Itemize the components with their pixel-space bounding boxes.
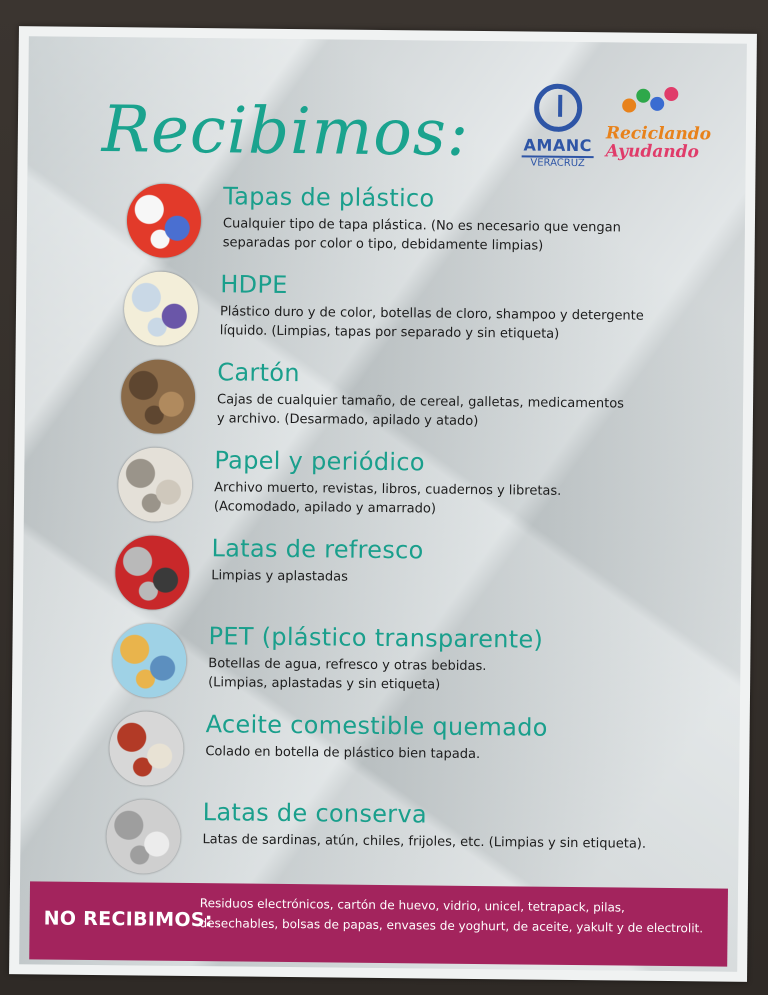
poster-title: Recibimos: [101, 93, 470, 171]
item-heading: Aceite comestible quemado [205, 710, 548, 742]
item-description-line-1: Limpias y aplastadas [211, 568, 349, 585]
item-description-line-2: (Acomodado, apilado y amarrado) [213, 499, 437, 517]
item-description-line-1: Cualquier tipo de tapa plástica. (No es necesario que vengan [222, 216, 621, 236]
amanc-logo-subtitle: VERACRUZ [522, 155, 594, 169]
item-heading: Papel y periódico [214, 446, 425, 477]
item-photo [127, 183, 202, 258]
item-heading: Latas de refresco [211, 534, 424, 565]
reciclando-ayudando-logo [605, 84, 712, 181]
not-accepted-text [199, 893, 703, 938]
ayudando-logo-text: Ayudando [605, 141, 700, 163]
item-photo [112, 623, 187, 698]
item-description-line-1: Botellas de agua, refresco y otras bebidas. [208, 656, 487, 675]
not-accepted-label: NO RECIBIMOS: [43, 907, 213, 932]
item-description-line-2: y archivo. (Desarmado, apilado y atado) [216, 411, 479, 429]
item-photo [124, 271, 199, 346]
item-heading: HDPE [220, 270, 288, 299]
item-heading: Cartón [217, 358, 300, 388]
not-accepted-line-2: desechables, bolsas de papas, envases de yoghurt, de aceite, yakult y de electrolit. [199, 916, 704, 936]
item-photo [106, 799, 181, 874]
item-heading: Latas de conserva [202, 798, 428, 829]
kids-icon [620, 84, 684, 125]
item-photo [121, 359, 196, 434]
amanc-symbol-icon [534, 84, 583, 133]
item-description-line-1: Plástico duro y de color, botellas de cloro, shampoo y detergente [219, 304, 644, 324]
item-photo [115, 535, 190, 610]
not-accepted-banner [29, 881, 728, 966]
item-heading: Tapas de plástico [223, 182, 435, 213]
item-description-line-1: Colado en botella de plástico bien tapada. [205, 744, 481, 763]
item-description-line-2: (Limpias, aplastadas y sin etiqueta) [208, 675, 441, 693]
amanc-logo [515, 83, 600, 184]
item-description-line-2: líquido. (Limpias, tapas por separado y sin etiqueta) [219, 323, 560, 342]
poster-paper [19, 36, 747, 971]
item-photo [118, 447, 193, 522]
item-description-line-2: separadas por color o tipo, debidamente limpias) [222, 235, 544, 254]
item-description-line-1: Archivo muerto, revistas, libros, cuadernos y libretas. [214, 480, 562, 499]
reciclando-logo-text: Reciclando [605, 123, 712, 145]
item-description-line-1: Cajas de cualquier tamaño, de cereal, galletas, medicamentos [217, 392, 625, 412]
recycling-poster [9, 26, 757, 982]
item-photo [109, 711, 184, 786]
item-description-line-1: Latas de sardinas, atún, chiles, frijoles, etc. (Limpias y sin etiqueta). [202, 832, 647, 852]
not-accepted-line-1: Residuos electrónicos, cartón de huevo, vidrio, unicel, tetrapack, pilas, [199, 896, 625, 915]
amanc-logo-name: AMANC [523, 135, 593, 156]
item-heading: PET (plástico transparente) [208, 622, 544, 654]
